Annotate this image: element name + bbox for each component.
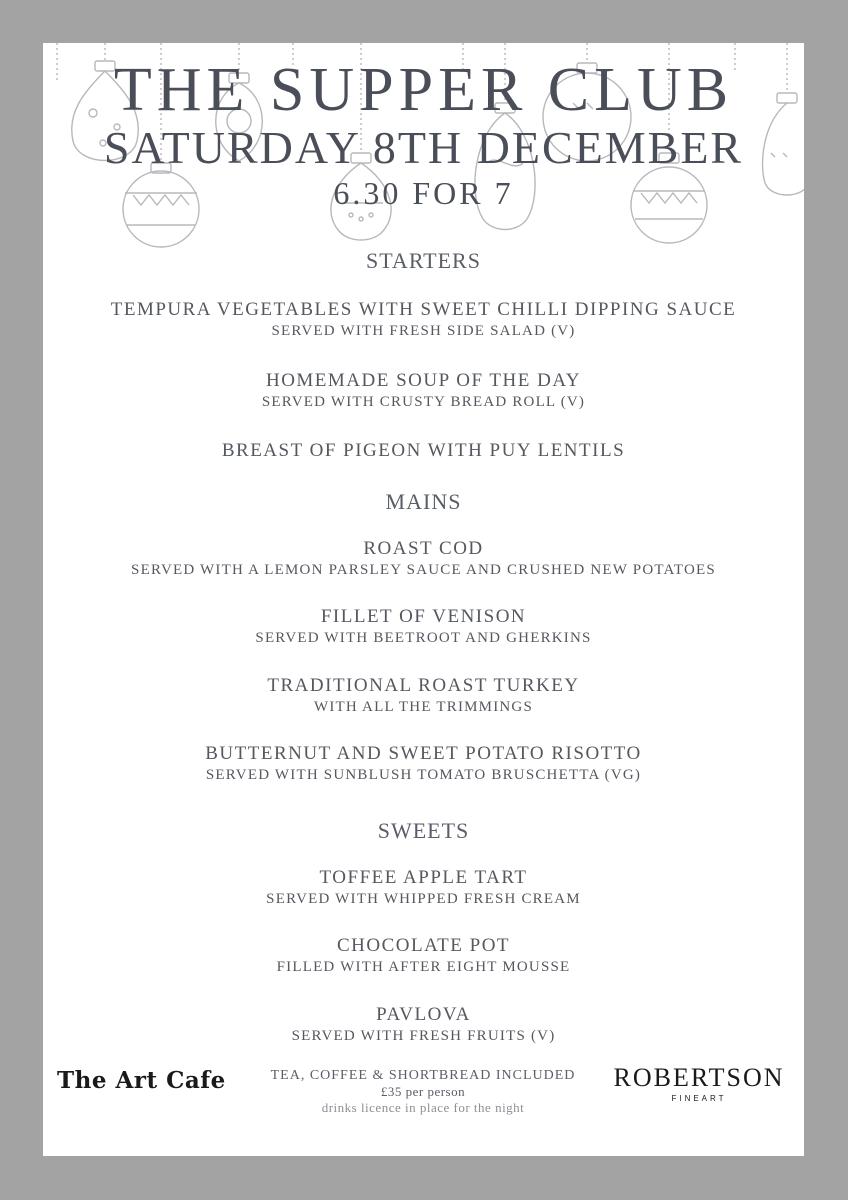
menu-item [43,537,804,580]
section-title-mains: MAINS [385,489,462,514]
menu-item-description: WITH ALL THE TRIMMINGS [313,699,534,715]
included-note: TEA, COFFEE & SHORTBREAD INCLUDED [270,1068,576,1083]
menu-item [43,742,804,785]
menu-item-name: FILLET OF VENISON [320,606,527,627]
section-title-starters: STARTERS [366,248,481,273]
menu-item-name: TEMPURA VEGETABLES WITH SWEET CHILLI DIPPING SAUCE [110,299,737,320]
menu-item-name: HOMEMADE SOUP OF THE DAY [265,370,582,391]
menu-item-description: SERVED WITH A LEMON PARSLEY SAUCE AND CRUSHED NEW POTATOES [131,562,716,578]
menu-item [43,439,804,463]
robertson-logo [599,1063,799,1105]
footer-info [253,1067,593,1116]
menu-item-description: SERVED WITH FRESH SIDE SALAD (V) [271,323,576,339]
menu-item-description: SERVED WITH FRESH FRUITS (V) [291,1028,556,1044]
menu-item [43,934,804,977]
event-date: SATURDAY 8TH DECEMBER [103,122,744,173]
licence-note: drinks licence in place for the night [321,1100,525,1115]
menu-item-description: SERVED WITH WHIPPED FRESH CREAM [266,891,581,907]
menu-item-description: FILLED WITH AFTER EIGHT MOUSSE [276,959,571,975]
menu-item-description: SERVED WITH CRUSTY BREAD ROLL (V) [261,394,586,410]
menu-item-name: ROAST COD [363,538,484,559]
menu-item-name: PAVLOVA [376,1004,471,1025]
menu-item [43,369,804,412]
menu-item [43,674,804,717]
brand-subtitle: FINEART [671,1094,727,1103]
page-title: THE SUPPER CLUB [113,56,734,124]
event-time: 6.30 FOR 7 [333,175,514,211]
menu-item-name: BREAST OF PIGEON WITH PUY LENTILS [221,440,626,461]
menu-item-name: TOFFEE APPLE TART [319,867,528,888]
menu-item-name: CHOCOLATE POT [336,935,511,956]
menu-item-description: SERVED WITH BEETROOT AND GHERKINS [255,630,592,646]
price-text: £35 per person [380,1084,466,1099]
menu-item [43,298,804,341]
menu-item-name: BUTTERNUT AND SWEET POTATO RISOTTO [205,743,642,764]
menu-item [43,605,804,648]
menu-item-description: SERVED WITH SUNBLUSH TOMATO BRUSCHETTA (VG) [205,767,642,783]
section-title-sweets: SWEETS [377,818,470,843]
menu-page [43,43,804,1156]
menu-item [43,1003,804,1046]
menu-item-name: TRADITIONAL ROAST TURKEY [267,675,580,696]
menu-item [43,866,804,909]
art-cafe-logo: The Art Cafe [57,1067,226,1094]
brand-name: ROBERTSON [613,1063,785,1092]
